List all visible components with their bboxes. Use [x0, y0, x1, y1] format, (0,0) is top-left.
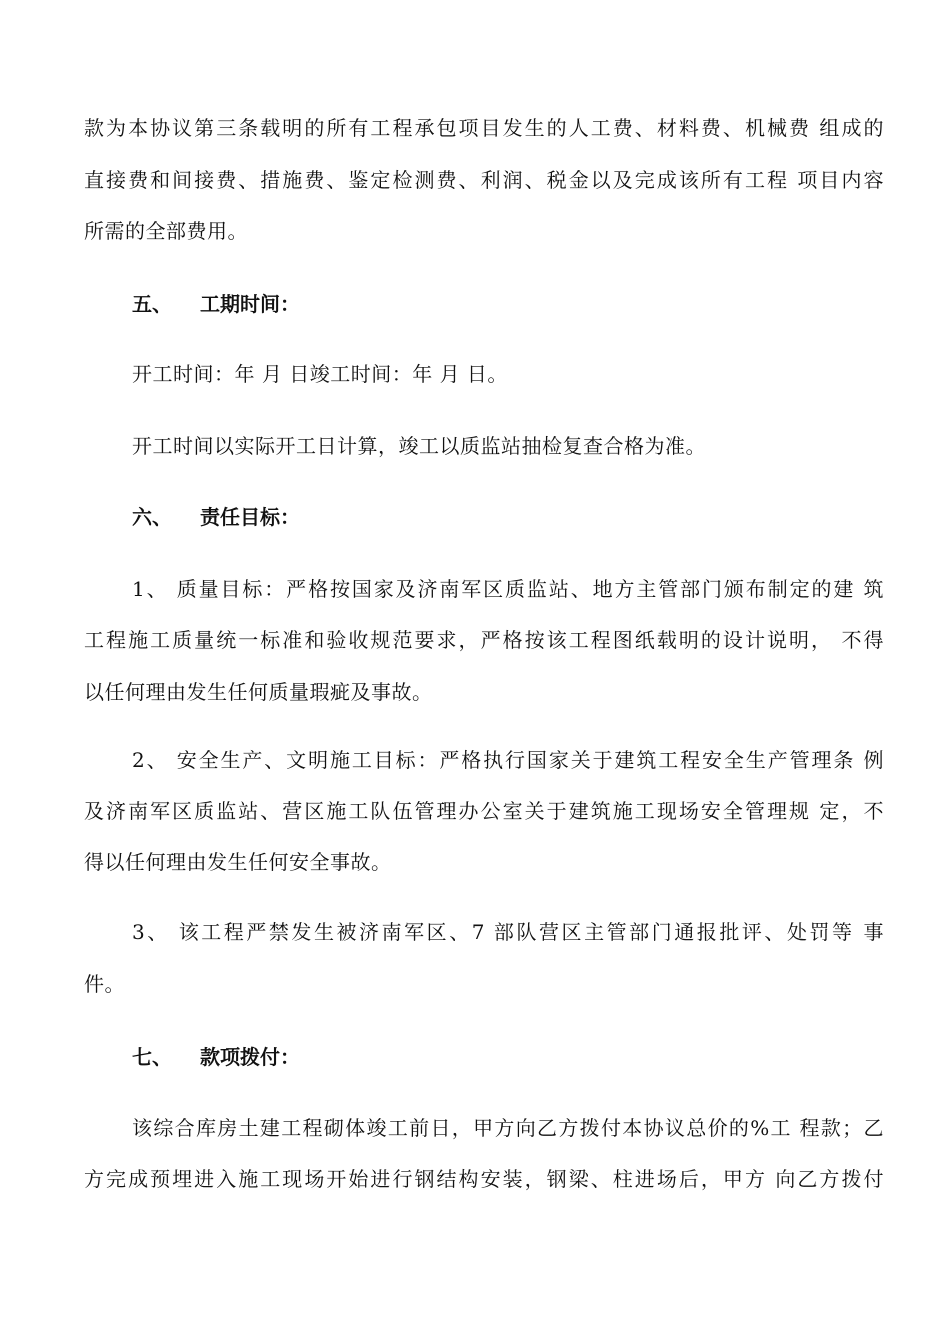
section-title: 款项拨付：: [200, 1045, 300, 1069]
section-number: 六、: [132, 505, 172, 529]
text-line: 所需的全部费用。: [84, 219, 248, 243]
text-line: 工程施工质量统一标准和验收规范要求，严格按该工程图纸载明的设计说明， 不得: [84, 628, 884, 652]
text-line: 件。: [84, 972, 125, 996]
text-line: 款为本协议第三条载明的所有工程承包项目发生的人工费、材料费、机械费 组成的: [84, 116, 884, 140]
section-title: 工期时间：: [200, 292, 300, 316]
text-line: 以任何理由发生任何质量瑕疵及事故。: [84, 680, 433, 704]
text-line: 1、 质量目标：严格按国家及济南军区质监站、地方主管部门颁布制定的建 筑: [132, 577, 884, 601]
text-line: 2、 安全生产、文明施工目标：严格执行国家关于建筑工程安全生产管理条 例: [132, 748, 884, 772]
text-line: 直接费和间接费、措施费、鉴定检测费、利润、税金以及完成该所有工程 项目内容: [84, 168, 884, 192]
text-line: 开工时间：年 月 日竣工时间：年 月 日。: [132, 362, 508, 386]
text-line: 得以任何理由发生任何安全事故。: [84, 850, 392, 874]
section-title: 责任目标：: [200, 505, 300, 529]
section-heading-7: [132, 1043, 300, 1071]
section-number: 五、: [132, 292, 172, 316]
section-heading-6: [132, 503, 300, 531]
section-number: 七、: [132, 1045, 172, 1069]
text-line: 方完成预埋进入施工现场开始进行钢结构安装，钢梁、柱进场后，甲方 向乙方拨付: [84, 1167, 884, 1191]
section-heading-5: [132, 290, 300, 318]
text-line: 及济南军区质监站、营区施工队伍管理办公室关于建筑施工现场安全管理规 定，不: [84, 799, 884, 823]
text-line: 3、 该工程严禁发生被济南军区、7 部队营区主管部门通报批评、处罚等 事: [132, 920, 884, 944]
text-line: 该综合库房土建工程砌体竣工前日，甲方向乙方拨付本协议总价的%工 程款；乙: [132, 1116, 884, 1140]
text-line: 开工时间以实际开工日计算，竣工以质监站抽检复查合格为准。: [132, 434, 706, 458]
